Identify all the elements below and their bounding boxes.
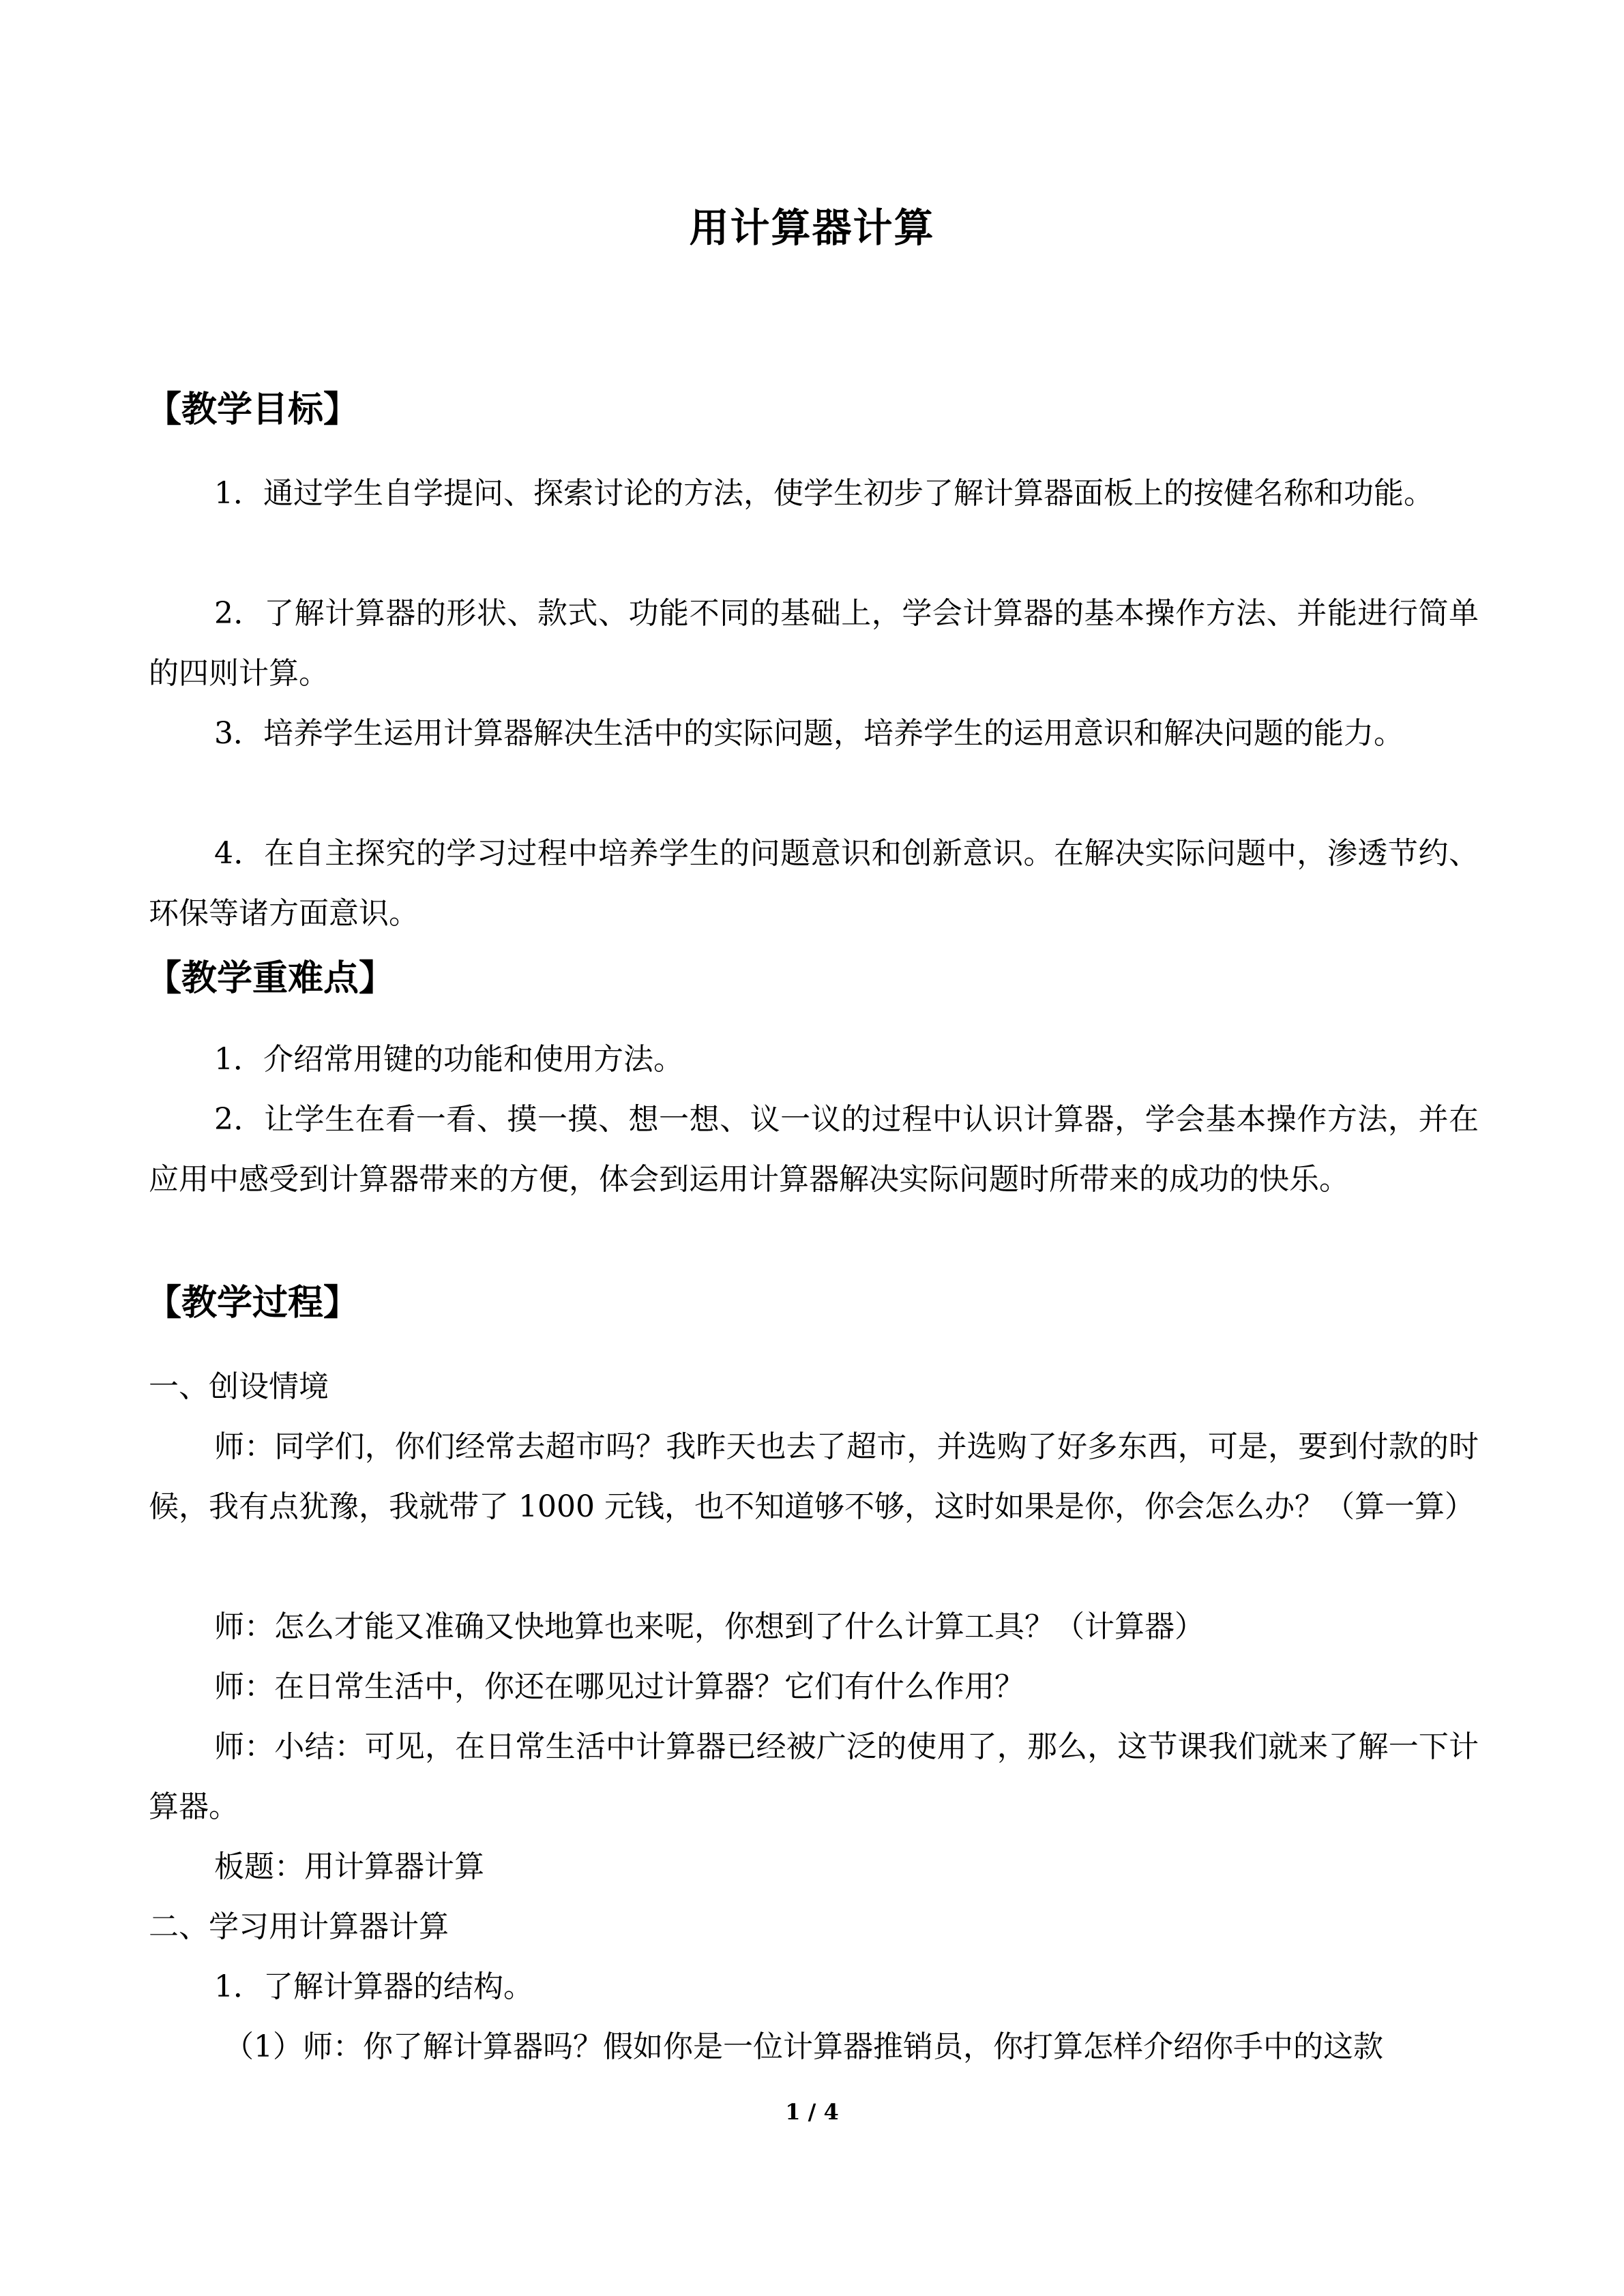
goal-item-2: 2．了解计算器的形状、款式、功能不同的基础上，学会计算器的基本操作方法、并能进行简单的四则计算。 bbox=[149, 596, 1479, 691]
process-part1-para-2: 师：怎么才能又准确又快地算也来呢，你想到了什么计算工具？（计算器） bbox=[214, 1609, 1205, 1644]
process-part2-para-1: 1．了解计算器的结构。 bbox=[214, 1969, 533, 2004]
section-heading-goals: 【教学目标】 bbox=[146, 389, 359, 430]
goal-item-1: 1．通过学生自学提问、探索讨论的方法，使学生初步了解计算器面板上的按健名称和功能。 bbox=[214, 476, 1434, 511]
section-heading-key-points: 【教学重难点】 bbox=[146, 957, 395, 999]
goal-item-3: 3．培养学生运用计算器解决生活中的实际问题，培养学生的运用意识和解决问题的能力。 bbox=[214, 716, 1404, 751]
key-point-item-1: 1．介绍常用键的功能和使用方法。 bbox=[214, 1042, 683, 1077]
goal-item-4: 4．在自主探究的学习过程中培养学生的问题意识和创新意识。在解决实际问题中，渗透节约、环保等诸方面意识。 bbox=[149, 836, 1479, 931]
page-title: 用计算器计算 bbox=[689, 205, 935, 251]
process-part2-para-2: （1）师：你了解计算器吗？假如你是一位计算器推销员，你打算怎样介绍你手中的这款 bbox=[224, 2029, 1383, 2064]
key-point-item-2: 2．让学生在看一看、摸一摸、想一想、议一议的过程中认识计算器，学会基本操作方法，并在应用中感受到计算器带来的方便，体会到运用计算器解决实际问题时所带来的成功的快乐。 bbox=[149, 1102, 1479, 1197]
process-part1-para-3: 师：在日常生活中，你还在哪见过计算器？它们有什么作用？ bbox=[214, 1669, 1024, 1704]
process-part1-para-5: 板题：用计算器计算 bbox=[214, 1849, 484, 1884]
process-part2-title: 二、学习用计算器计算 bbox=[149, 1909, 449, 1944]
process-part1-para-1: 师：同学们，你们经常去超市吗？我昨天也去了超市，并选购了好多东西，可是，要到付款的时候，我有点犹豫，我就带了 1000 元钱，也不知道够不够，这时如果是你，你会怎么办？（算一算） bbox=[149, 1429, 1479, 1524]
process-part1-para-4: 师：小结：可见，在日常生活中计算器已经被广泛的使用了，那么，这节课我们就来了解一下计算器。 bbox=[149, 1729, 1479, 1824]
process-part1-title: 一、创设情境 bbox=[149, 1369, 329, 1404]
page-indicator: 1 / 4 bbox=[785, 2099, 839, 2125]
section-heading-process: 【教学过程】 bbox=[146, 1282, 359, 1324]
